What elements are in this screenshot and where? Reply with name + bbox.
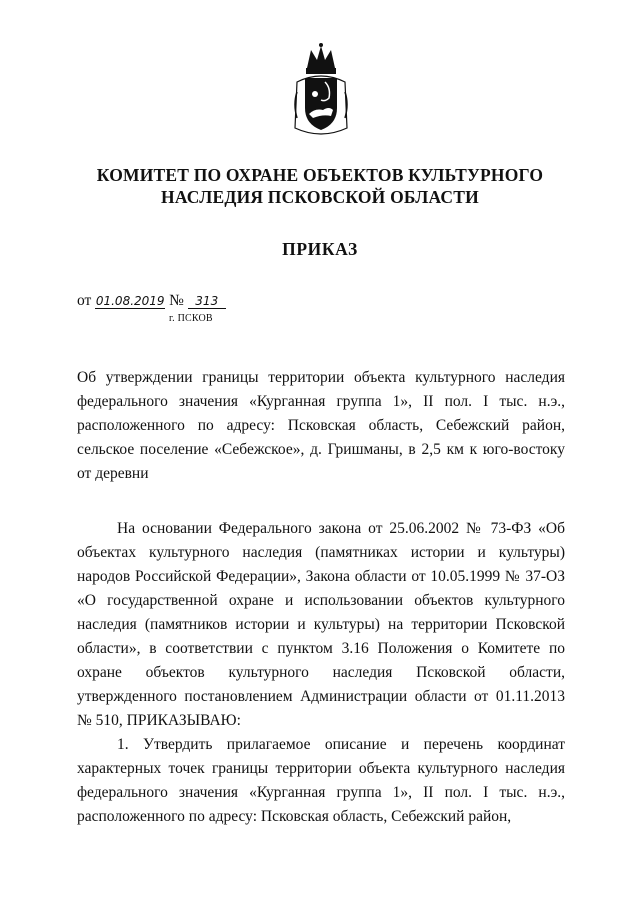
order-date: 01.08.2019 (95, 294, 165, 308)
order-number: 313 (188, 294, 226, 309)
order-subject: Об утверждении границы территории объекта культурного наследия федерального значения «Курганная группа 1», II пол. I тыс. н.э., расположенного по адресу: Псковская область, Себежский район, сельское поселение «Себежское», д. Гришманы, в 2,5 км к юго-востоку от деревни (77, 369, 565, 482)
body-paragraph-2: 1. Утвердить прилагаемое описание и перечень координат характерных точек границы территории объекта культурного наследия федерального значения «Курганная группа 1», II пол. I тыс. н.э., расположенного по адресу: Псковская область, Себежский район, (77, 736, 565, 825)
document-type-title: ПРИКАЗ (282, 239, 358, 259)
order-date-number-line (77, 292, 234, 310)
number-prefix: № (169, 292, 184, 309)
organization-name (0, 164, 640, 208)
order-body (77, 517, 565, 829)
city-label: г. ПСКОВ (169, 313, 213, 324)
coat-of-arms-icon (291, 42, 351, 142)
org-line-2: НАСЛЕДИЯ ПСКОВСКОЙ ОБЛАСТИ (161, 187, 479, 207)
org-line-1: КОМИТЕТ ПО ОХРАНЕ ОБЪЕКТОВ КУЛЬТУРНОГО (96, 165, 544, 185)
body-paragraph-1: На основании Федерального закона от 25.06.2002 № 73-ФЗ «Об объектах культурного наследия (памятниках истории и культуры) народов Российской Федерации», Закона области от 10.05.1999 № 37-ОЗ «О государственной охране и использовании объектов культурного наследия (памятников истории и культуры) на территории Псковской области», в соответствии с пунктом 3.16 Положения о Комитете по охране объектов культурного наследия Псковской области, утвержденного постановлением Администрации области от 01.11.2013 № 510, ПРИКАЗЫВАЮ: (77, 520, 565, 729)
date-prefix: от (77, 292, 92, 309)
